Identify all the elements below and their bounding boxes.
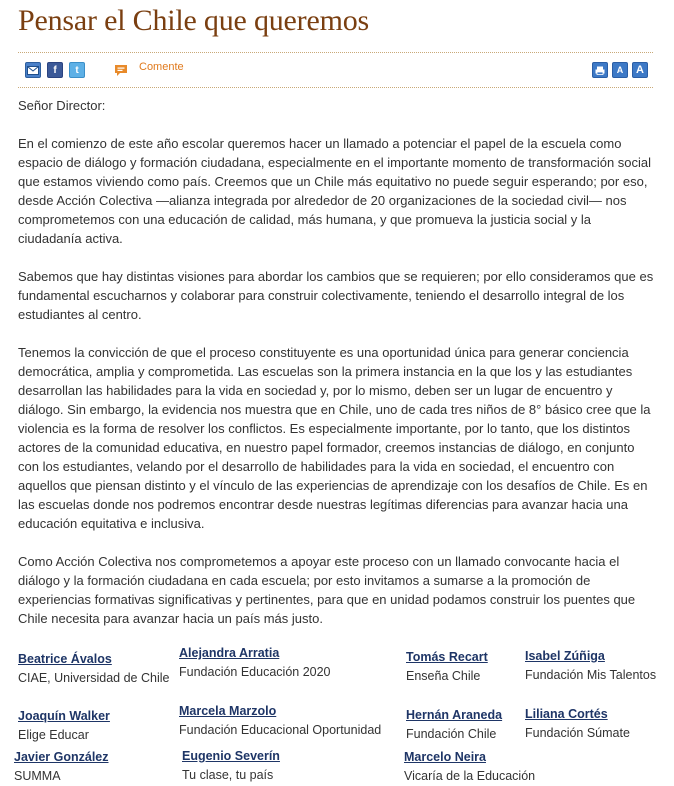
paragraph-3: Tenemos la convicción de que el proceso constituyente es una oportunidad única para generar conciencia democrática, amplia y comprometida. Las escuelas son la primera instancia en la que los y las estudiantes desarrollan las habilidades para la vida en sociedad y, por lo mismo, deben ser un lugar de encuentro y diálogo. Sin embargo, la evidencia nos muestra que en Chile, uno de cada tres niños de 8° básico cree que la violencia es la forma de resolver los conflictos. Es especialmente importante, por lo tanto, que los distintos actores de la comunidad educativa, en nuestro papel formador, creemos instancias de diálogo, en conjunto con los estudiantes, velando por el desarrollo de habilidades para la vida en sociedad, el encuentro con aquellos que piensan distinto y el vínculo de las experiencias de aprendizaje con los desafíos de Chile. Es en las escuelas donde nos podremos encontrar desde nuestras legítimas diferencias para avanzar hacia una educación equitativa e inclusiva. (18, 345, 651, 531)
comment-icon[interactable] (113, 62, 129, 78)
signatory-organization: Fundación Mis Talentos (525, 668, 657, 682)
greeting: Señor Director: (18, 98, 106, 113)
signature-javier-gonzalez (14, 748, 109, 786)
paragraph-2: Sabemos que hay distintas visiones para abordar los cambios que se requieren; por ello consideramos que es fundamental escucharnos y colaborar para construir colectivamente, teniendo el desarrollo integral de los estudiantes al centro. (18, 269, 654, 322)
signature-joaquin-walker (18, 707, 110, 745)
share-toolbar (18, 60, 653, 80)
facebook-icon[interactable]: f (47, 62, 63, 78)
signatory-organization: Fundación Educacional Oportunidad (179, 723, 382, 737)
signatory-name[interactable]: Marcela Marzolo (179, 704, 277, 718)
signature-beatrice-avalos (18, 650, 169, 688)
signatory-name[interactable]: Tomás Recart (406, 650, 488, 664)
signature-tomas-recart (406, 648, 488, 686)
signatory-name[interactable]: Liliana Cortés (525, 707, 608, 721)
font-increase-icon[interactable]: A (632, 62, 648, 78)
signatory-organization: Elige Educar (18, 728, 89, 742)
signature-marcela-marzolo (179, 702, 381, 740)
letter-body (18, 96, 658, 647)
email-icon[interactable] (25, 62, 41, 78)
signature-marcelo-neira (404, 748, 535, 786)
signatory-organization: Enseña Chile (406, 669, 481, 683)
signature-alejandra-arratia (179, 644, 331, 682)
signatory-name[interactable]: Isabel Zúñiga (525, 649, 605, 663)
paragraph-1: En el comienzo de este año escolar queremos hacer un llamado a potenciar el papel de la escuela como espacio de diálogo y formación ciudadana, especialmente en el importante momento de transformación social que estamos viviendo como país. Creemos que un Chile más equitativo no puede seguir esperando; por eso, desde Acción Colectiva —alianza integrada por alrededor de 20 organizaciones de la sociedad civil— nos comprometemos con una educación de calidad, más humana, y que promueva la justicia social y la ciudadanía activa. (18, 136, 652, 246)
title-divider (18, 52, 653, 53)
signatory-name[interactable]: Marcelo Neira (404, 750, 486, 764)
twitter-icon[interactable]: t (69, 62, 85, 78)
signatory-name[interactable]: Hernán Araneda (406, 708, 503, 722)
signatory-organization: Fundación Súmate (525, 726, 630, 740)
signatory-organization: CIAE, Universidad de Chile (18, 671, 170, 685)
signatory-name[interactable]: Beatrice Ávalos (18, 652, 112, 666)
signatory-organization: SUMMA (14, 769, 61, 783)
signature-eugenio-severin (182, 747, 280, 785)
signatory-name[interactable]: Javier González (14, 750, 109, 764)
signatory-name[interactable]: Eugenio Severín (182, 749, 280, 763)
signature-liliana-cortes (525, 705, 630, 743)
signatory-name[interactable]: Alejandra Arratia (179, 646, 280, 660)
signature-hernan-araneda (406, 706, 502, 744)
signature-isabel-zuniga (525, 647, 656, 685)
article-title: Pensar el Chile que queremos (18, 4, 369, 37)
font-decrease-icon[interactable]: A (612, 62, 628, 78)
signatory-organization: Vicaría de la Educación (404, 769, 536, 783)
signatory-organization: Tu clase, tu país (182, 768, 274, 782)
signatory-name[interactable]: Joaquín Walker (18, 709, 110, 723)
paragraph-4: Como Acción Colectiva nos comprometemos a apoyar este proceso con un llamado convocante hacia el diálogo y la formación ciudadana en cada escuela; por esto invitamos a sumarse a la promoción de experiencias formativas significativas y pertinentes, para que en unidad podamos construir los puentes que Chile necesita para avanzar hacia un país más justo. (18, 554, 636, 626)
print-icon[interactable] (592, 62, 608, 78)
signatory-organization: Fundación Chile (406, 727, 497, 741)
signatory-organization: Fundación Educación 2020 (179, 665, 331, 679)
toolbar-divider (18, 87, 653, 88)
comment-link[interactable]: Comente (139, 61, 184, 73)
